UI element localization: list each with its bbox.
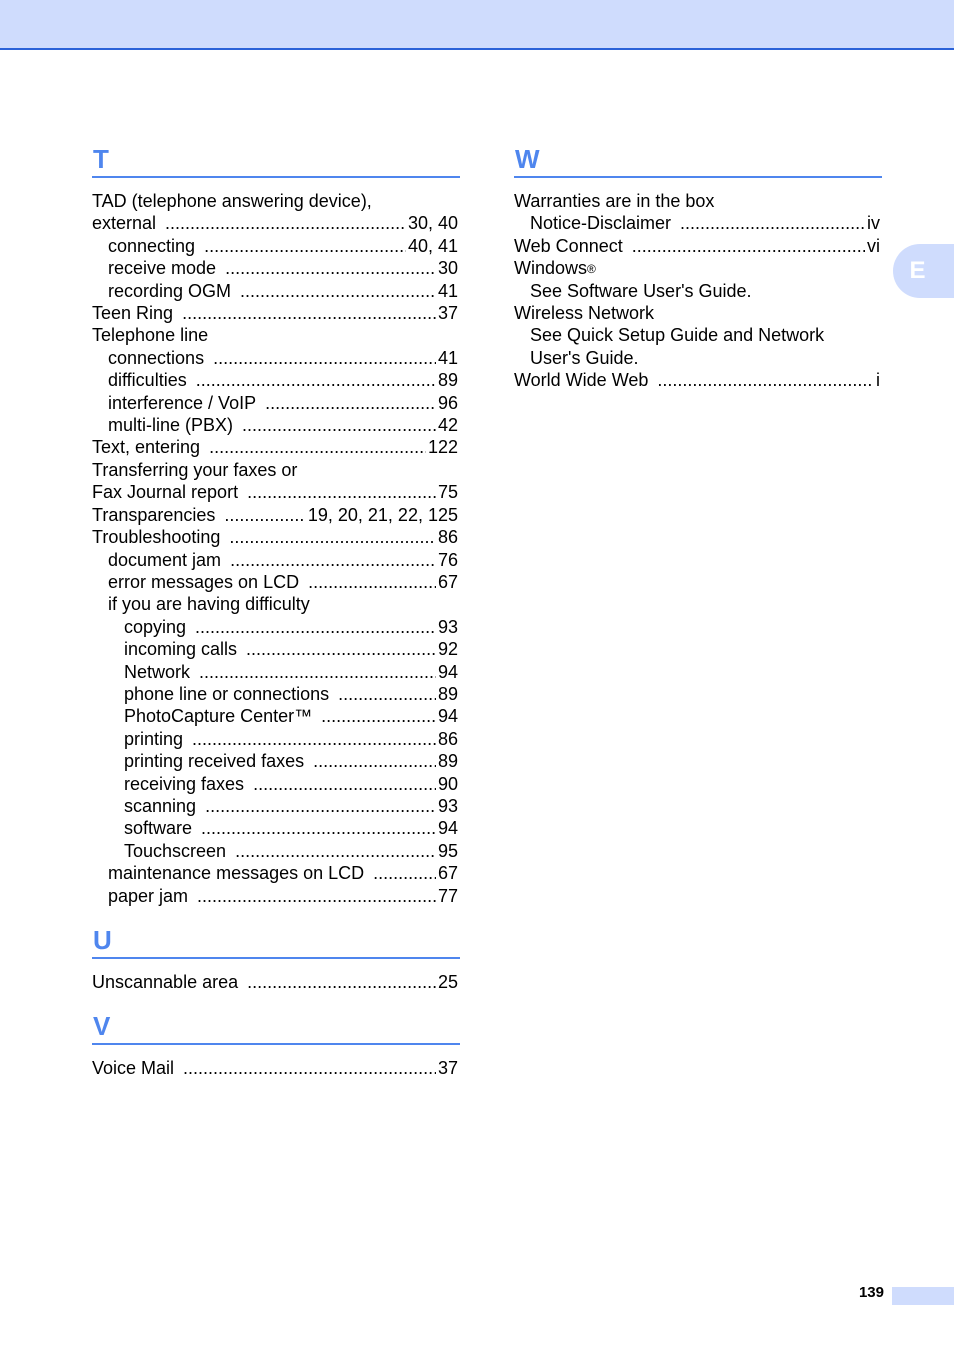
section-tab (893, 244, 954, 298)
index-entry (92, 369, 460, 391)
index-entry-pages: iv (867, 213, 880, 234)
index-entry-term: Wireless Network (514, 303, 655, 324)
index-entry-pages: 93 (437, 616, 458, 637)
index-column-right (514, 142, 882, 408)
index-entry-term: Text, entering (92, 437, 201, 458)
index-entry-term: external (92, 213, 157, 234)
dot-leader (235, 840, 436, 862)
index-entry-term: phone line or connections (124, 683, 330, 704)
index-entry-term: maintenance messages on LCD (108, 863, 365, 884)
index-entry-term: PhotoCapture Center™ (124, 706, 313, 727)
index-entry-term: Unscannable area (92, 972, 239, 992)
index-entry-term: Voice Mail (92, 1058, 175, 1079)
dot-leader (657, 369, 874, 391)
index-entry-pages: 41 (437, 347, 458, 368)
index-entry-term: incoming calls (124, 639, 238, 660)
index-entry-pages: 94 (437, 818, 458, 839)
index-entry-term: multi-line (PBX) (108, 415, 234, 436)
dot-leader (321, 705, 436, 727)
index-entry (92, 324, 460, 346)
index-entry-pages: 89 (437, 751, 458, 772)
index-entry-pages: 89 (437, 370, 458, 391)
dot-leader (195, 616, 436, 638)
index-entry-term: TAD (telephone answering device), (92, 191, 372, 211)
index-entry-pages: 95 (437, 840, 458, 861)
index-section-t (92, 142, 460, 907)
index-entry-term: if you are having difficulty (108, 594, 310, 615)
index-section-u (92, 923, 460, 993)
index-entry (92, 549, 460, 571)
section-letter-heading: W (515, 144, 540, 174)
index-entry (92, 862, 460, 884)
index-entry-term: Transparencies (92, 504, 216, 525)
index-entry (92, 504, 460, 526)
dot-leader (373, 862, 436, 884)
dot-leader (313, 750, 436, 772)
index-entry (92, 773, 460, 795)
index-entry (92, 795, 460, 817)
index-entry (514, 212, 882, 234)
dot-leader (240, 280, 436, 302)
index-entry-pages: 42 (437, 415, 458, 436)
section-letter-heading: T (93, 144, 109, 174)
dot-leader (225, 257, 436, 279)
index-entry-term: Fax Journal report (92, 482, 239, 503)
index-entry (92, 414, 460, 436)
index-entry-pages: 89 (437, 683, 458, 704)
index-entry-term: paper jam (108, 885, 189, 906)
index-entry-pages: 37 (437, 303, 458, 324)
index-entry (92, 257, 460, 279)
index-entry-term: See Software User's Guide. (530, 280, 752, 301)
index-entry (92, 616, 460, 638)
index-entry (92, 971, 460, 993)
index-column-left (92, 142, 460, 1096)
index-entry-term: Network (124, 661, 191, 682)
index-entry-term: Touchscreen (124, 840, 227, 861)
index-entry-term: recording OGM (108, 280, 232, 301)
index-entry (514, 280, 882, 302)
index-entry-pages: 30, 40 (407, 213, 458, 234)
dot-leader (229, 526, 436, 548)
index-entry-pages: 30 (437, 258, 458, 279)
index-entry-term: receive mode (108, 258, 217, 279)
dot-leader (209, 436, 426, 458)
section-divider (92, 957, 460, 959)
index-entry (514, 235, 882, 257)
section-divider (92, 1043, 460, 1045)
index-entry-pages: 76 (437, 549, 458, 570)
index-entry (92, 593, 460, 615)
dot-leader (205, 795, 436, 817)
index-section-w (514, 142, 882, 392)
index-entry (514, 369, 882, 391)
index-entry-term: Warranties are in the box (514, 191, 715, 211)
index-entry (92, 840, 460, 862)
index-entry-pages: 122 (427, 437, 458, 458)
index-entry (92, 280, 460, 302)
index-entry (92, 683, 460, 705)
dot-leader (308, 571, 436, 593)
index-entry (92, 750, 460, 772)
dot-leader (199, 661, 436, 683)
header-band (0, 0, 954, 50)
dot-leader (253, 773, 436, 795)
index-entry-term: Telephone line (92, 325, 209, 346)
index-entry (92, 661, 460, 683)
dot-leader (204, 235, 406, 257)
index-entry (92, 347, 460, 369)
index-entry-pages: 96 (437, 392, 458, 413)
dot-leader (196, 369, 436, 391)
section-divider (514, 176, 882, 178)
index-entry-pages: 93 (437, 795, 458, 816)
dot-leader (213, 347, 436, 369)
index-entry (514, 302, 882, 324)
dot-leader (230, 549, 436, 571)
index-entry-pages: 19, 20, 21, 22, 125 (307, 504, 458, 525)
index-entry (92, 235, 460, 257)
dot-leader (192, 728, 436, 750)
index-entry-term: Web Connect (514, 235, 623, 256)
index-entry-pages: 94 (437, 706, 458, 727)
index-entry-term: Transferring your faxes or (92, 459, 298, 480)
index-entry-term: scanning (124, 795, 197, 816)
index-entry-term: receiving faxes (124, 773, 245, 794)
index-entry (92, 571, 460, 593)
index-entry-term: World Wide Web (514, 370, 649, 391)
index-entry-term: document jam (108, 549, 222, 570)
page-number: 139 (858, 1284, 884, 1301)
index-entry-pages: 67 (437, 863, 458, 884)
dot-leader (242, 414, 436, 436)
index-entry-term: Teen Ring (92, 303, 174, 324)
index-entry-pages: 25 (437, 972, 458, 992)
index-entry (92, 302, 460, 324)
dot-leader (246, 638, 436, 660)
section-letter-heading: V (93, 1011, 111, 1042)
index-entry-pages: 92 (437, 639, 458, 660)
index-entry (92, 190, 460, 212)
index-entry-term: Troubleshooting (92, 527, 221, 548)
dot-leader (165, 212, 406, 234)
dot-leader (183, 1057, 436, 1079)
index-entry-term: printing (124, 728, 184, 749)
index-entry (514, 324, 882, 346)
dot-leader (182, 302, 436, 324)
index-entry-term: error messages on LCD (108, 571, 300, 592)
index-entry-pages: 94 (437, 661, 458, 682)
index-entry (92, 1057, 460, 1079)
index-entry-term: See Quick Setup Guide and Network (530, 325, 825, 346)
index-entry-term: User's Guide. (530, 347, 639, 368)
index-entry (92, 885, 460, 907)
index-entry (92, 481, 460, 503)
index-entry-pages: 86 (437, 527, 458, 548)
index-entry (92, 212, 460, 234)
index-entry-term: connections (108, 347, 205, 368)
index-entry (92, 817, 460, 839)
section-divider (92, 176, 460, 178)
section-letter-heading: U (93, 925, 112, 955)
index-entry-pages: vi (867, 235, 880, 256)
dot-leader (224, 504, 305, 526)
index-entry (92, 638, 460, 660)
index-entry-term: connecting (108, 235, 196, 256)
index-entry-term: copying (124, 616, 187, 637)
dot-leader (680, 212, 865, 234)
dot-leader (632, 235, 865, 257)
index-entry (92, 436, 460, 458)
index-entry (514, 190, 882, 212)
dot-leader (247, 971, 436, 993)
index-entry-term: interference / VoIP (108, 392, 257, 413)
index-entry: Windows ® (514, 258, 596, 279)
index-entry-term: difficulties (108, 370, 187, 391)
dot-leader (201, 817, 436, 839)
index-entry (514, 347, 882, 369)
index-entry-term: Windows (514, 258, 588, 279)
index-entry-pages: 90 (437, 773, 458, 794)
index-entry-term: software (124, 818, 193, 839)
dot-leader (265, 392, 436, 414)
index-entry-pages: 41 (437, 280, 458, 301)
index-section-v (92, 1009, 460, 1079)
index-entry-pages: 37 (437, 1058, 458, 1079)
index-entry (92, 728, 460, 750)
index-entry-pages: 77 (437, 885, 458, 906)
index-entry-pages: 40, 41 (407, 235, 458, 256)
index-entry-pages: i (876, 370, 880, 391)
index-entry (92, 459, 460, 481)
index-entry-pages: 75 (437, 482, 458, 503)
index-entry-term: Notice-Disclaimer (530, 213, 672, 234)
index-entry (92, 392, 460, 414)
dot-leader (197, 885, 436, 907)
index-entry (92, 526, 460, 548)
section-tab-letter: E (909, 257, 926, 284)
index-entry (92, 705, 460, 727)
index-entry-pages: 67 (437, 571, 458, 592)
index-entry-term: printing received faxes (124, 751, 305, 772)
dot-leader (247, 481, 436, 503)
page-number-bar (892, 1287, 954, 1305)
dot-leader (338, 683, 436, 705)
index-entry-pages: 86 (437, 728, 458, 749)
